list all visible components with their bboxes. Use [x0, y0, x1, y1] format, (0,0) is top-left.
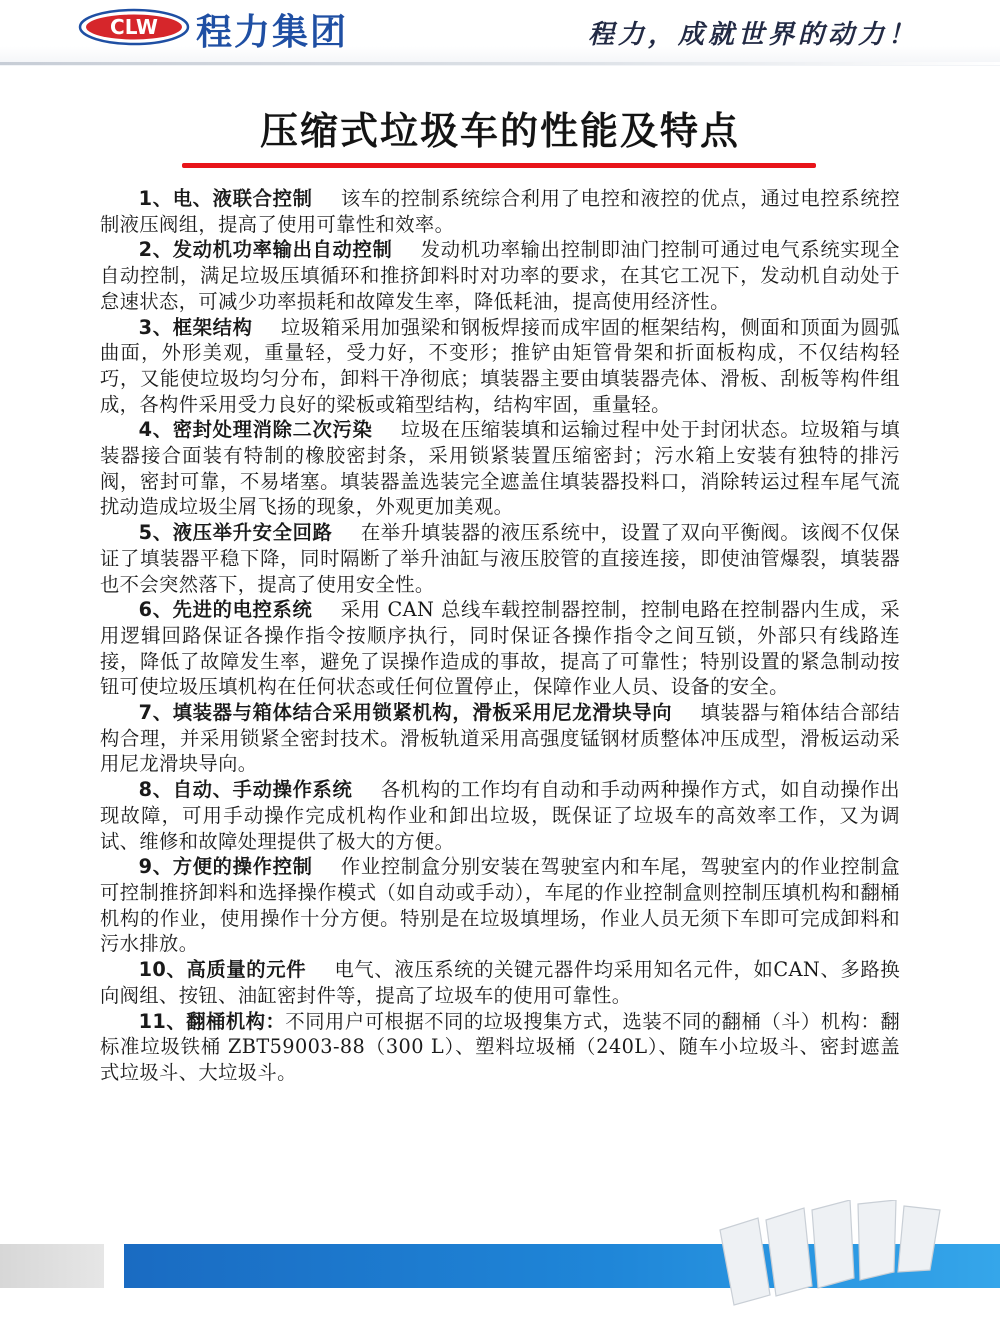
feature-heading: 11、翻桶机构：	[138, 1009, 286, 1033]
feature-item-7	[100, 700, 900, 777]
feature-heading: 7、填装器与箱体结合采用锁紧机构，滑板采用尼龙滑块导向	[138, 701, 673, 725]
feature-item-2	[100, 237, 900, 314]
feature-item-10	[100, 957, 900, 1008]
feature-item-11	[100, 1009, 900, 1086]
feature-body: 不同用户可根据不同的垃圾搜集方式，选装不同的翻桶（斗）机构：翻标准垃圾铁桶 ZBT59003-88（300 L）、塑料垃圾桶（240L）、随车小垃圾斗、密封遮盖式垃圾斗、大垃圾斗。	[100, 1009, 901, 1084]
feature-item-3	[100, 315, 900, 418]
feature-heading: 10、高质量的元件	[138, 958, 307, 982]
feature-heading: 2、发动机功率输出自动控制	[138, 238, 393, 262]
feature-body: 电气、液压系统的关键元器件均采用知名元件，如CAN、多路换向阀组、按钮、油缸密封件等，提高了垃圾车的使用可靠性。	[100, 958, 900, 1007]
feature-heading: 4、密封处理消除二次污染	[138, 418, 373, 442]
feature-body: 在举升填装器的液压系统中，设置了双向平衡阀。该阀不仅保证了填装器平稳下降，同时隔断了举升油缸与液压胶管的直接连接，即使油管爆裂，填装器也不会突然落下，提高了使用安全性。	[100, 521, 900, 596]
feature-body: 垃圾在压缩装填和运输过程中处于封闭状态。垃圾箱与填装器接合面装有特制的橡胶密封条，采用锁紧装置压缩密封；污水箱上安装有独特的排污阀，密封可靠，不易堵塞。填装器盖选装完全遮盖住填装器投料口，消除转运过程车尾气流扰动造成垃圾尘屑飞扬的现象，外观更加美观。	[100, 418, 901, 519]
feature-item-6	[100, 597, 900, 700]
feature-body: 作业控制盒分别安装在驾驶室内和车尾，驾驶室内的作业控制盒可控制推挤卸料和选择操作模式（如自动或手动），车尾的作业控制盒则控制压填机构和翻桶机构的作业，使用操作十分方便。特别是在垃圾填埋场，作业人员无须下车即可完成卸料和污水排放。	[100, 855, 901, 956]
clw-logo	[78, 8, 190, 46]
feature-body: 垃圾箱采用加强梁和钢板焊接而成牢固的框架结构，侧面和顶面为圆弧曲面，外形美观，重量轻，受力好，不变形；推铲由矩管骨架和折面板构成，不仅结构轻巧，又能使垃圾均匀分布，卸料干净彻底；填装器主要由填装器壳体、滑板、刮板等构件组成，各构件采用受力良好的梁板或箱型结构，结构牢固，重量轻。	[100, 315, 900, 416]
feature-body: 各机构的工作均有自动和手动两种操作方式，如自动操作出现故障，可用手动操作完成机构作业和卸出垃圾，既保证了垃圾车的高效率工作，又为调试、维修和故障处理提供了极大的方便。	[100, 778, 900, 853]
header-divider	[0, 62, 1000, 65]
footer-gray-bar	[0, 1244, 104, 1288]
feature-body: 采用 CAN 总线车载控制器控制，控制电路在控制器内生成，采用逻辑回路保证各操作指令按顺序执行，同时保证各操作指令之间互锁，外部只有线路连接，降低了故障发生率，避免了误操作造成的事故，提高了可靠性；特别设置的紧急制动按钮可使垃圾压填机构在任何状态或任何位置停止，保障作业人员、设备的安全。	[100, 598, 900, 699]
feature-list	[100, 186, 900, 1086]
feature-body: 该车的控制系统综合利用了电控和液控的优点，通过电控系统控制液压阀组，提高了使用可靠性和效率。	[100, 187, 901, 236]
page-header	[0, 0, 1000, 66]
title-underline	[182, 163, 816, 168]
feature-heading: 9、方便的操作控制	[138, 855, 313, 879]
feature-heading: 3、框架结构	[138, 315, 253, 339]
feature-heading: 1、电、液联合控制	[138, 187, 313, 210]
feature-body: 发动机功率输出控制即油门控制可通过电气系统实现全自动控制，满足垃圾压填循环和推挤卸料时对功率的要求，在其它工况下，发动机自动处于怠速状态，可减少功率损耗和故障发生率，降低耗油，提高使用经济性。	[100, 238, 900, 313]
feature-item-4	[100, 417, 900, 520]
feature-heading: 6、先进的电控系统	[138, 598, 313, 622]
feature-body: 填装器与箱体结合部结构合理，并采用锁紧全密封技术。滑板轨道采用高强度锰钢材质整体冲压成型，滑板运动采用尼龙滑块导向。	[100, 701, 901, 776]
feature-item-1	[100, 186, 900, 237]
logo-text: CLW	[110, 15, 158, 39]
feature-item-9	[100, 854, 900, 957]
feature-heading: 5、液压举升安全回路	[138, 521, 333, 545]
chevron-stripes-decor	[700, 1200, 960, 1310]
slogan: 程力，成就世界的动力！	[587, 20, 918, 50]
brand-name: 程力集团	[196, 12, 349, 53]
feature-item-8	[100, 777, 900, 854]
feature-heading: 8、自动、手动操作系统	[138, 778, 353, 802]
feature-item-5	[100, 520, 900, 597]
page-title: 压缩式垃圾车的性能及特点	[259, 109, 740, 153]
